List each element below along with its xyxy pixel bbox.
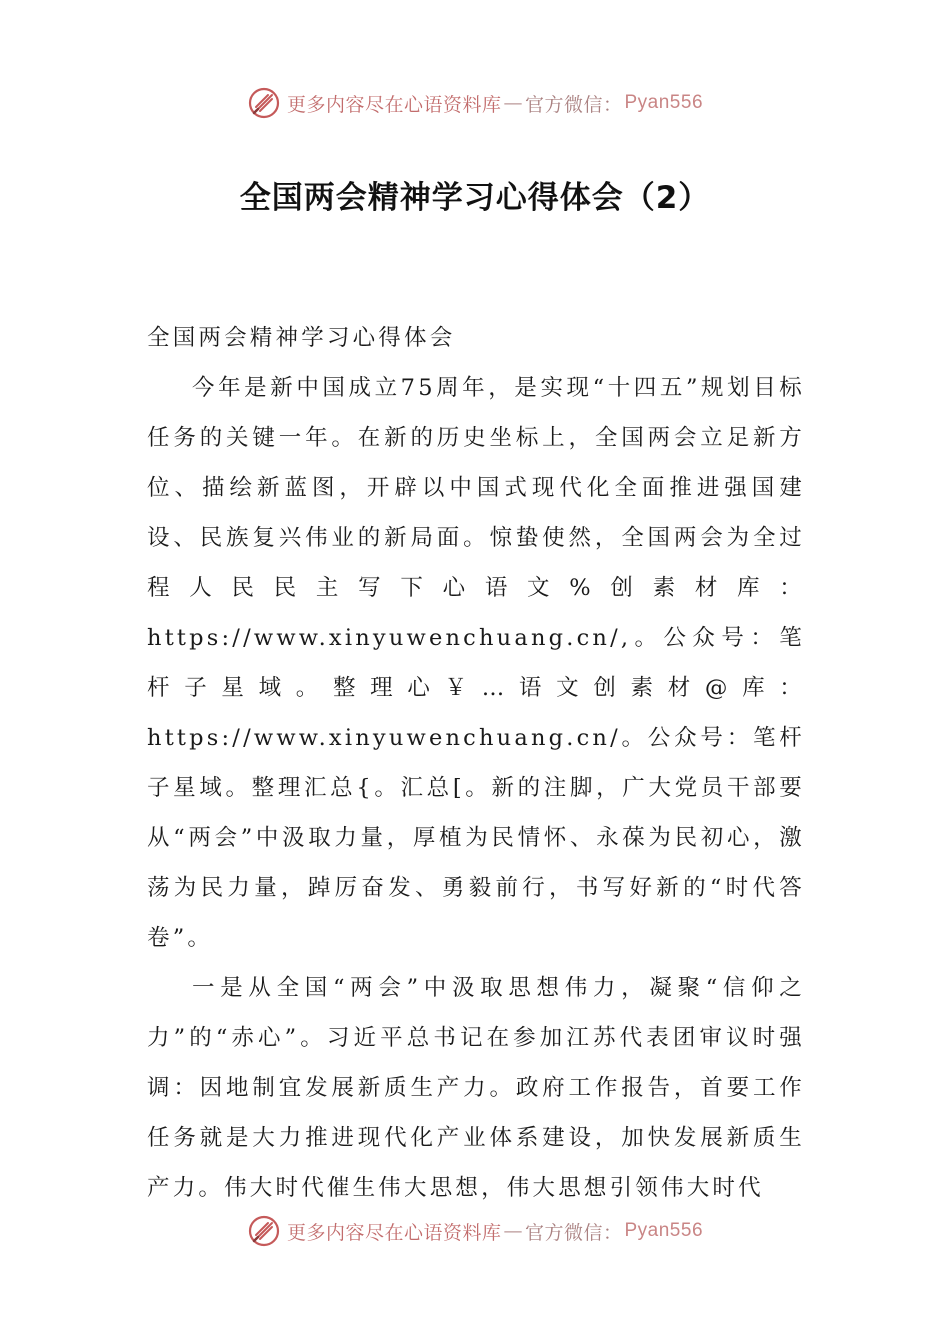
banner-separator: — — [503, 1220, 523, 1242]
body-paragraph: 一是从全国“两会”中汲取思想伟力，凝聚“信仰之力”的“赤心”。习近平总书记在参加江苏代表团审议时强调：因地制宜发展新质生产力。政府工作报告，首要工作任务就是大力推进现代化产业体系建设，加快发展新质生产力。伟大时代催生伟大思想，伟大思想引领伟大时代 — [147, 975, 805, 1201]
banner-brand-text: 更多内容尽在心语资料库 — [286, 93, 502, 116]
document-body — [147, 313, 805, 1213]
quill-logo-icon — [247, 86, 281, 120]
body-paragraph: 今年是新中国成立75周年，是实现“十四五”规划目标任务的关键一年。在新的历史坐标上，全国两会立足新方位、描绘新蓝图，开辟以中国式现代化全面推进强国建设、民族复兴伟业的新局面。惊蛰使然，全国两会为全过程人民民主写下心语文%创素材库：https://www.xinyuwenchuang.cn/,。公众号：笔杆子星域。整理心￥…语文创素材@库：https://www.xinyuwenchuang.cn/。公众号：笔杆子星域。整理汇总{。汇总[。新的注脚，广大党员干部要从“两会”中汲取力量，厚植为民情怀、永葆为民初心，激荡为民力量，踔厉奋发、勇毅前行，书写好新的“时代答卷”。 — [147, 375, 805, 951]
footer-banner — [0, 1211, 950, 1251]
banner-wechat-label: 官方微信： — [524, 93, 623, 116]
banner-wechat-id: Pyan556 — [624, 92, 704, 113]
document-subtitle: 全国两会精神学习心得体会 — [147, 325, 456, 351]
banner-wechat-id: Pyan556 — [624, 1220, 704, 1241]
quill-logo-icon — [247, 1214, 281, 1248]
banner-wechat-label: 官方微信： — [524, 1221, 623, 1244]
banner-separator: — — [503, 92, 523, 114]
banner-brand-text: 更多内容尽在心语资料库 — [286, 1221, 502, 1244]
document-title: 全国两会精神学习心得体会（2） — [239, 180, 711, 216]
header-banner — [0, 83, 950, 123]
